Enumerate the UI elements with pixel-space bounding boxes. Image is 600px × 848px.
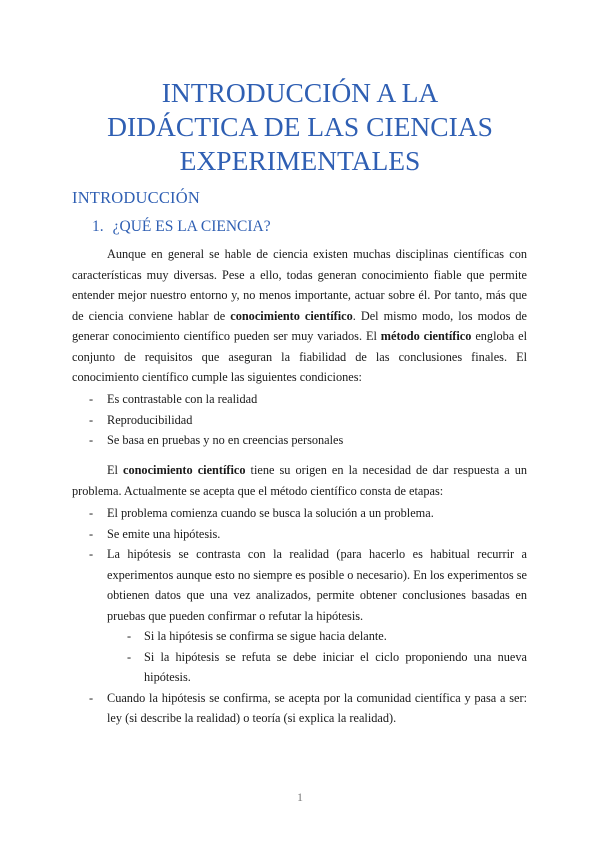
paragraph-1-text-a: Aunque en general se hable de ciencia existen muchas disciplinas científicas con características muy diversas. Pese a ello, todas generan conocimiento fiable que permite entender mejor nuestro entorno y, no menos importante, actuar sobre él. Por tanto, más que de ciencia conviene hablar de — [72, 247, 527, 323]
nested-list — [72, 626, 527, 688]
nested-list-item: - Si la hipótesis se refuta se debe iniciar el ciclo proponiendo una nueva hipótesis. — [72, 647, 527, 688]
list-item: - Reproducibilidad — [72, 410, 527, 431]
bullet-dash: - — [89, 547, 94, 561]
bullet-dash: - — [127, 629, 132, 643]
nested-list-item: - Si la hipótesis se confirma se sigue hacia delante. — [72, 626, 527, 647]
subsection-title: ¿QUÉ ES LA CIENCIA? — [112, 218, 271, 235]
title-line-2: DIDÁCTICA DE LAS CIENCIAS — [107, 111, 493, 142]
title-line-3: EXPERIMENTALES — [179, 145, 421, 176]
paragraph-2-text-a: El — [107, 463, 123, 477]
bullet-dash: - — [127, 649, 132, 664]
list-item: - El problema comienza cuando se busca la solución a un problema. — [72, 503, 527, 524]
paragraph-1-text-b: . Del mismo modo, los modos de generar conocimiento científico pueden ser muy variados. El — [72, 308, 527, 343]
section-heading: INTRODUCCIÓN — [72, 188, 200, 207]
list-item: - Es contrastable con la realidad — [72, 389, 527, 410]
list-item: - Se emite una hipótesis. — [72, 524, 527, 545]
method-steps-list — [72, 503, 527, 729]
bullet-dash: - — [89, 433, 94, 447]
paragraph-1-text-c: engloba el conjunto de requisitos que aseguran la fiabilidad de las conclusiones finales. El conocimiento científico cumple las siguientes condiciones: — [72, 329, 528, 384]
list-item: - Cuando la hipótesis se confirma, se acepta por la comunidad científica y pasa a ser: ley (si describe la realidad) o teoría (si explica la realidad). — [72, 688, 527, 729]
bullet-dash: - — [89, 690, 94, 705]
bullet-dash: - — [89, 506, 94, 520]
page-number: 1 — [297, 790, 303, 804]
subsection-number: 1. — [92, 218, 104, 235]
subsection-heading — [92, 218, 271, 236]
list-item: - Se basa en pruebas y no en creencias personales — [72, 430, 527, 451]
paragraph-1-bold-b: método científico — [380, 329, 472, 343]
paragraph-2 — [72, 460, 527, 501]
bullet-dash: - — [89, 412, 94, 427]
paragraph-1-bold-a: conocimiento científico — [230, 308, 353, 323]
nested-list-container — [72, 626, 527, 688]
paragraph-2-bold: conocimiento científico — [122, 463, 246, 477]
list-item: - La hipótesis se contrasta con la realidad (para hacerlo es habitual recurrir a experimentos aunque esto no siempre es posible o necesario). En los experimentos se obtienen datos que una vez analizados, permite obtener conclusiones basadas en pruebas que pueden confirmar o refutar la hipótesis. — [72, 544, 527, 626]
bullet-dash: - — [89, 392, 94, 406]
paragraph-2-text-b: tiene su origen en la necesidad de dar respuesta a un problema. Actualmente se acepta que el método científico consta de etapas: — [72, 463, 527, 498]
bullet-dash: - — [89, 526, 94, 541]
paragraph-1 — [72, 244, 527, 388]
conditions-list — [72, 389, 527, 451]
document-title — [60, 76, 540, 178]
title-line-1: INTRODUCCIÓN A LA — [161, 77, 439, 108]
